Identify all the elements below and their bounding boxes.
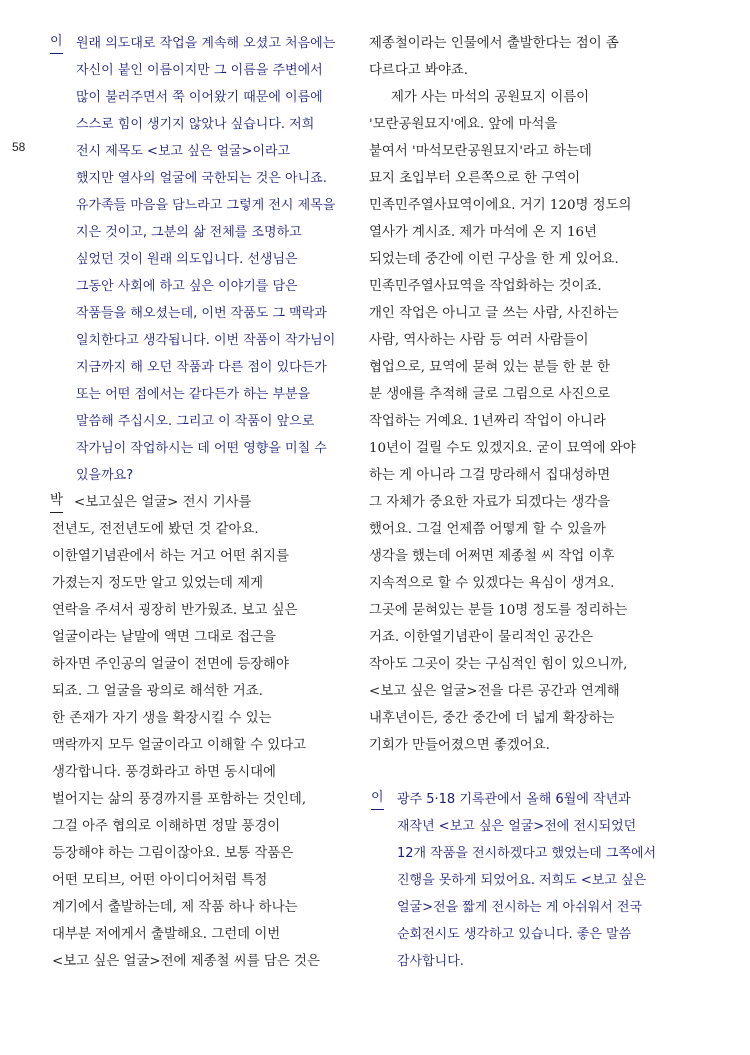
text-line: 광주 5·18 기록관에서 올해 6월에 작년과 bbox=[397, 792, 631, 807]
text-line: 그곳에 묻혀있는 분들 10명 정도를 정리하는 bbox=[369, 603, 628, 618]
text-line: 지속적으로 할 수 있겠다는 욕심이 생겨요. bbox=[369, 576, 615, 591]
text-line: 12개 작품을 전시하겠다고 했었는데 그쪽에서 bbox=[397, 846, 657, 861]
text-line: 그동안 사회에 하고 싶은 이야기를 담은 bbox=[76, 279, 298, 294]
text-line: <보고 싶은 얼굴>전에 제종철 씨를 담은 것은 bbox=[52, 954, 320, 969]
text-line: 그 자체가 중요한 자료가 되겠다는 생각을 bbox=[369, 495, 611, 510]
text-line: 계기에서 출발하는데, 제 작품 하나 하나는 bbox=[52, 900, 298, 915]
text-line: 스스로 힘이 생기지 않았나 싶습니다. 저희 bbox=[76, 117, 315, 132]
text-line: 한 존재가 자기 생을 확장시킬 수 있는 bbox=[52, 711, 272, 726]
text-line: 이한열기념관에서 하는 거고 어떤 취지를 bbox=[52, 549, 289, 564]
text-line: 작아도 그곳이 갖는 구심적인 힘이 있으니까, bbox=[369, 657, 628, 672]
artist-answer-1 bbox=[48, 489, 352, 975]
artist-answer-continued bbox=[369, 30, 669, 759]
speaker-line bbox=[48, 30, 352, 57]
left-column bbox=[48, 30, 352, 975]
text-line: 등장해야 하는 그림이잖아요. 보통 작품은 bbox=[52, 846, 294, 861]
text-line: 대부분 저에게서 출발해요. 그런데 이번 bbox=[52, 927, 281, 942]
text-line: 전년도, 전전년도에 봤던 것 같아요. bbox=[52, 522, 259, 537]
text-line: 많이 불러주면서 쭉 이어왔기 때문에 이름에 bbox=[76, 90, 323, 105]
speaker-line bbox=[48, 489, 352, 516]
section-gap bbox=[369, 759, 669, 786]
text-line: 원래 의도대로 작업을 계속해 오셨고 처음에는 bbox=[76, 36, 336, 51]
text-line: 일치한다고 생각됩니다. 이번 작품이 작가님이 bbox=[76, 333, 336, 348]
text-line: 생각합니다. 풍경화라고 하면 동시대에 bbox=[52, 765, 276, 780]
text-line: 재작년 <보고 싶은 얼굴>전에 전시되었던 bbox=[397, 819, 637, 834]
text-line: 지은 것이고, 그분의 삶 전체를 조명하고 bbox=[76, 225, 302, 240]
speaker-label: 박 bbox=[50, 489, 63, 513]
text-line: 작품들을 해오셨는데, 이번 작품도 그 맥락과 bbox=[76, 306, 327, 321]
text-line: 다르다고 봐야죠. bbox=[369, 63, 469, 78]
text-line: 분 생애를 추적해 글로 그림으로 사진으로 bbox=[369, 387, 611, 402]
text-line: '모란공원묘지'에요. 앞에 마석을 bbox=[369, 117, 558, 132]
text-line: 개인 작업은 아니고 글 쓰는 사람, 사진하는 bbox=[369, 306, 619, 321]
text-line: 맥락까지 모두 얼굴이라고 이해할 수 있다고 bbox=[52, 738, 307, 753]
text-line: 작가님이 작업하시는 데 어떤 영향을 미칠 수 bbox=[76, 441, 327, 456]
text-line: 작업하는 거예요. 1년짜리 작업이 아니라 bbox=[369, 414, 606, 429]
text-line: 기회가 만들어졌으면 좋겠어요. bbox=[369, 738, 550, 753]
text-line: 협업으로, 묘역에 묻혀 있는 분들 한 분 한 bbox=[369, 360, 611, 375]
text-line: <보고 싶은 얼굴>전을 다른 공간과 연계해 bbox=[369, 684, 620, 699]
text-line: 또는 어떤 점에서는 같다든가 하는 부분을 bbox=[76, 387, 311, 402]
text-line: 자신이 붙인 이름이지만 그 이름을 주변에서 bbox=[76, 63, 323, 78]
text-line: 순회전시도 생각하고 있습니다. 좋은 말씀 bbox=[397, 927, 632, 942]
text-line: 있을까요? bbox=[76, 468, 134, 483]
text-line: 지금까지 해 오던 작품과 다른 점이 있다든가 bbox=[76, 360, 327, 375]
text-line: 진행을 못하게 되었어요. 저희도 <보고 싶은 bbox=[397, 873, 647, 888]
speaker-line bbox=[369, 786, 669, 813]
speaker-label: 이 bbox=[371, 786, 384, 810]
interviewer-question-1 bbox=[48, 30, 352, 489]
text-line: 생각을 했는데 어쩌면 제종철 씨 작업 이후 bbox=[369, 549, 615, 564]
text-line: 그걸 아주 협의로 이해하면 정말 풍경이 bbox=[52, 819, 281, 834]
text-line: 묘지 초입부터 오른쪽으로 한 구역이 bbox=[369, 171, 581, 186]
text-line: 되었는데 중간에 이런 구상을 한 게 있어요. bbox=[369, 252, 619, 267]
text-line: 전시 제목도 <보고 싶은 얼굴>이라고 bbox=[76, 144, 291, 159]
right-column bbox=[369, 30, 669, 975]
text-line: 유가족들 마음을 담느라고 그렇게 전시 제목을 bbox=[76, 198, 336, 213]
text-line: 얼굴>전을 짧게 전시하는 게 아쉬워서 전국 bbox=[397, 900, 643, 915]
text-line: 제가 사는 마석의 공원묘지 이름이 bbox=[391, 90, 590, 105]
text-line: 감사합니다. bbox=[397, 954, 464, 969]
text-line: 내후년이든, 중간 중간에 더 넓게 확장하는 bbox=[369, 711, 615, 726]
text-line: 가졌는지 정도만 알고 있었는데 제게 bbox=[52, 576, 264, 591]
text-line: 하자면 주인공의 얼굴이 전면에 등장해야 bbox=[52, 657, 289, 672]
page-number: 58 bbox=[12, 140, 26, 154]
text-line: 제종철이라는 인물에서 출발한다는 점이 좀 bbox=[369, 36, 619, 51]
text-line: 했어요. 그걸 언제쯤 어떻게 할 수 있을까 bbox=[369, 522, 606, 537]
text-line: 붙여서 '마석모란공원묘지'라고 하는데 bbox=[369, 144, 592, 159]
text-line: 민족민주열사묘역이에요. 거기 120명 정도의 bbox=[369, 198, 632, 213]
text-line: 벌어지는 삶의 풍경까지를 포함하는 것인데, bbox=[52, 792, 307, 807]
text-line: 말씀해 주십시오. 그리고 이 작품이 앞으로 bbox=[76, 414, 315, 429]
text-line: 거죠. 이한열기념관이 물리적인 공간은 bbox=[369, 630, 593, 645]
text-line: 얼굴이라는 낱말에 액면 그대로 접근을 bbox=[52, 630, 276, 645]
text-line: 민족민주열사묘역을 작업화하는 것이죠. bbox=[369, 279, 602, 294]
text-line: 했지만 열사의 얼굴에 국한되는 것은 아니죠. bbox=[76, 171, 327, 186]
text-line: 열사가 계시죠. 제가 마석에 온 지 16년 bbox=[369, 225, 597, 240]
speaker-label: 이 bbox=[50, 30, 63, 54]
text-line: 되죠. 그 얼굴을 광의로 해석한 거죠. bbox=[52, 684, 263, 699]
text-line: <보고싶은 얼굴> 전시 기사를 bbox=[74, 495, 252, 510]
interviewer-question-2 bbox=[369, 786, 669, 975]
text-line: 하는 게 아니라 그걸 망라해서 집대성하면 bbox=[369, 468, 611, 483]
text-line: 10년이 걸릴 수도 있겠지요. 굳이 묘역에 와야 bbox=[369, 441, 636, 456]
text-line: 싶었던 것이 원래 의도입니다. 선생님은 bbox=[76, 252, 298, 267]
text-line: 사람, 역사하는 사람 등 여러 사람들이 bbox=[369, 333, 589, 348]
text-line: 어떤 모티브, 어떤 아이디어처럼 특정 bbox=[52, 873, 268, 888]
text-line: 연락을 주셔서 굉장히 반가웠죠. 보고 싶은 bbox=[52, 603, 298, 618]
